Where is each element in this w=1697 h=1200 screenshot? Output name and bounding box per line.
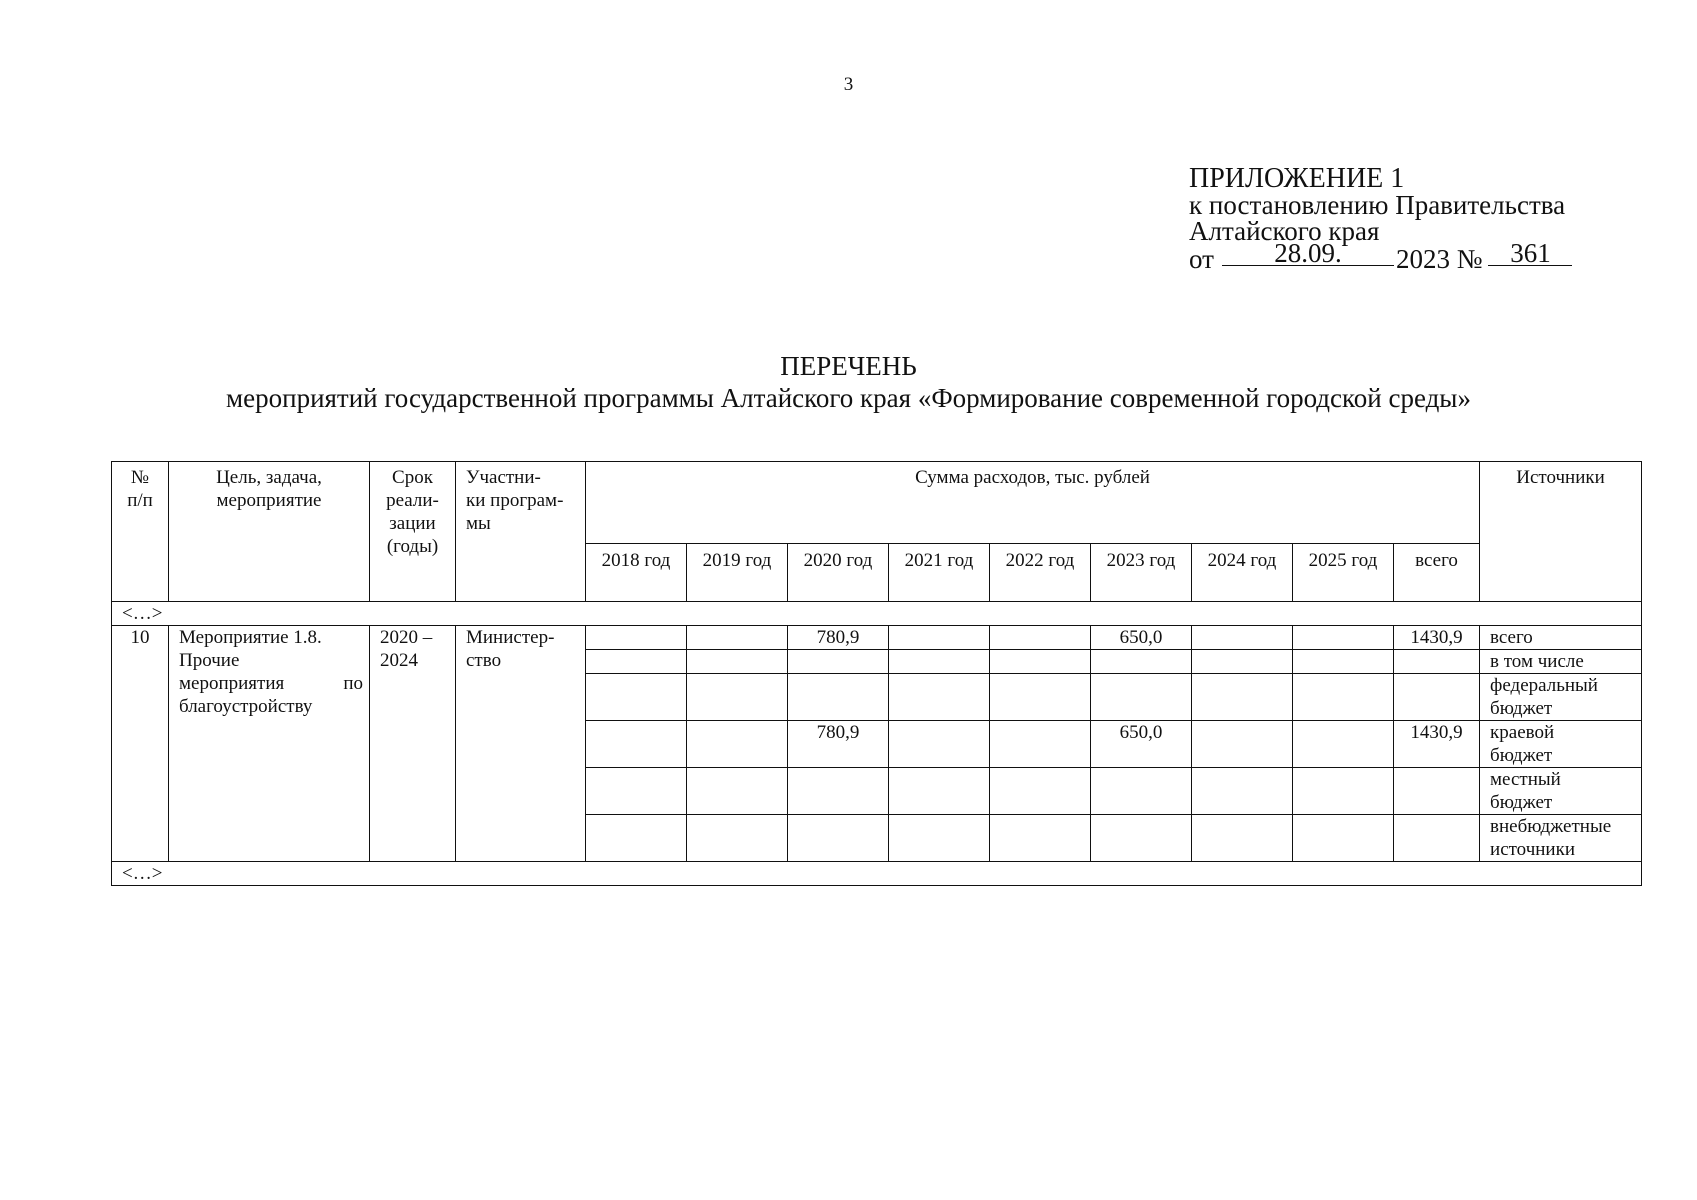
header-year: 2021 год: [889, 544, 990, 602]
value-cell: [990, 674, 1091, 721]
ellipsis-top: <…>: [112, 602, 1642, 626]
value-cell: 650,0: [1091, 626, 1192, 650]
value-cell: [586, 768, 687, 815]
value-cell: [889, 815, 990, 862]
ellipsis-row-bottom: [112, 862, 1642, 886]
ellipsis-row-top: [112, 602, 1642, 626]
page-number: 3: [843, 74, 854, 95]
header-term-line: зации: [389, 513, 436, 534]
value-cell: [1192, 674, 1293, 721]
source-line: бюджет: [1490, 698, 1553, 719]
header-year: 2018 год: [586, 544, 687, 602]
value-cell: [990, 768, 1091, 815]
header-year: 2019 год: [687, 544, 788, 602]
value-cell: [1394, 815, 1480, 862]
value-cell: [788, 815, 889, 862]
header-year: 2023 год: [1091, 544, 1192, 602]
source-line: источники: [1490, 839, 1575, 860]
value-cell: [1394, 674, 1480, 721]
value-cell: [788, 650, 889, 674]
value-cell: [687, 768, 788, 815]
value-cell: [687, 650, 788, 674]
value-cell: [1293, 815, 1394, 862]
source-cell: [1480, 815, 1642, 862]
appendix-sign-row: [1189, 238, 1572, 274]
source-line: местный: [1490, 769, 1561, 790]
document-title: ПЕРЕЧЕНЬ: [780, 351, 917, 381]
header-participants-line: ки програм-: [466, 490, 564, 511]
header-term: [370, 462, 456, 602]
decree-date: 28.09.: [1222, 241, 1394, 266]
value-cell: [1091, 650, 1192, 674]
participant: [456, 626, 586, 862]
header-term-line: реали-: [386, 490, 439, 511]
expenses-table: [111, 461, 1642, 886]
source-cell: [1480, 650, 1642, 674]
value-cell: [687, 626, 788, 650]
source-line: краевой: [1490, 722, 1555, 743]
year-number-label: 2023 №: [1395, 244, 1483, 274]
value-cell: [1293, 768, 1394, 815]
header-year: 2020 год: [788, 544, 889, 602]
measure-name-line: Прочие: [179, 650, 240, 671]
source-line: внебюджетные: [1490, 816, 1612, 837]
measure-name-word: по: [343, 673, 363, 694]
value-cell: [1091, 815, 1192, 862]
ellipsis-bottom: <…>: [112, 862, 1642, 886]
value-cell: [1293, 626, 1394, 650]
header-goal-line: Цель, задача,: [216, 467, 322, 488]
term: [370, 626, 456, 862]
header-num: [112, 462, 169, 602]
source-line: бюджет: [1490, 745, 1553, 766]
header-goal-line: мероприятие: [216, 490, 322, 511]
measure-name-line: Мероприятие 1.8.: [179, 627, 322, 648]
source-line: всего: [1490, 627, 1533, 648]
source-cell: [1480, 768, 1642, 815]
value-cell: [889, 626, 990, 650]
value-cell: [586, 650, 687, 674]
value-cell: [788, 674, 889, 721]
header-participants-line: Участни-: [466, 467, 541, 488]
header-year: 2025 год: [1293, 544, 1394, 602]
value-cell: [1192, 626, 1293, 650]
appendix-line-1: к постановлению Правительства: [1189, 190, 1566, 220]
source-cell: [1480, 721, 1642, 768]
source-line: бюджет: [1490, 792, 1553, 813]
participant-line: Министер-: [466, 627, 555, 648]
table-row: [112, 626, 1642, 650]
value-cell: [586, 626, 687, 650]
value-cell: [1293, 674, 1394, 721]
value-cell: [1192, 721, 1293, 768]
value-cell: [586, 815, 687, 862]
header-term-line: (годы): [386, 536, 439, 557]
value-cell: [788, 768, 889, 815]
value-cell: [1192, 650, 1293, 674]
value-cell: [1293, 650, 1394, 674]
header-year: 2024 год: [1192, 544, 1293, 602]
value-cell: [687, 721, 788, 768]
value-cell: [687, 815, 788, 862]
appendix-line-2: Алтайского края: [1189, 216, 1380, 246]
value-cell: [990, 626, 1091, 650]
participant-line: ство: [466, 650, 502, 671]
value-cell: [1394, 768, 1480, 815]
value-cell: [889, 768, 990, 815]
value-cell: [990, 721, 1091, 768]
header-num-line: №: [130, 467, 150, 488]
value-cell: [687, 674, 788, 721]
value-cell: 780,9: [788, 626, 889, 650]
term-line: 2020 –: [380, 627, 433, 648]
value-cell: 780,9: [788, 721, 889, 768]
appendix-block: [1189, 163, 1572, 274]
value-cell: 650,0: [1091, 721, 1192, 768]
header-sources: Источники: [1480, 462, 1642, 602]
header-year: 2022 год: [990, 544, 1091, 602]
decree-number: 361: [1488, 241, 1572, 266]
measure-name-line: благоустройству: [179, 696, 313, 717]
measure-name-line: [179, 672, 363, 695]
header-participants: [456, 462, 586, 602]
value-cell: [1293, 721, 1394, 768]
header-term-line: Срок: [392, 467, 433, 488]
source-line: федеральный: [1490, 675, 1598, 696]
value-cell: [1394, 650, 1480, 674]
value-cell: [1091, 768, 1192, 815]
header-goal: [169, 462, 370, 602]
appendix-title: ПРИЛОЖЕНИЕ 1: [1189, 163, 1405, 194]
value-cell: 1430,9: [1394, 626, 1480, 650]
value-cell: [889, 674, 990, 721]
header-num-line: п/п: [127, 490, 153, 511]
value-cell: [1091, 674, 1192, 721]
header-row-1: [112, 462, 1642, 544]
value-cell: [889, 721, 990, 768]
value-cell: 1430,9: [1394, 721, 1480, 768]
source-cell: [1480, 626, 1642, 650]
row-number: 10: [112, 626, 169, 862]
header-participants-line: мы: [466, 513, 491, 534]
source-line: в том числе: [1490, 651, 1584, 672]
value-cell: [889, 650, 990, 674]
value-cell: [586, 721, 687, 768]
header-sum: Сумма расходов, тыс. рублей: [586, 462, 1480, 544]
measure-name-word: мероприятия: [179, 673, 285, 694]
document-subtitle: мероприятий государственной программы Алтайского края «Формирование современной городской среды»: [226, 383, 1471, 413]
value-cell: [990, 650, 1091, 674]
header-total: всего: [1394, 544, 1480, 602]
value-cell: [990, 815, 1091, 862]
value-cell: [1192, 815, 1293, 862]
value-cell: [1192, 768, 1293, 815]
value-cell: [586, 674, 687, 721]
term-line: 2024: [380, 650, 418, 671]
from-label: от: [1189, 244, 1214, 274]
measure-name: [169, 626, 370, 862]
source-cell: [1480, 674, 1642, 721]
